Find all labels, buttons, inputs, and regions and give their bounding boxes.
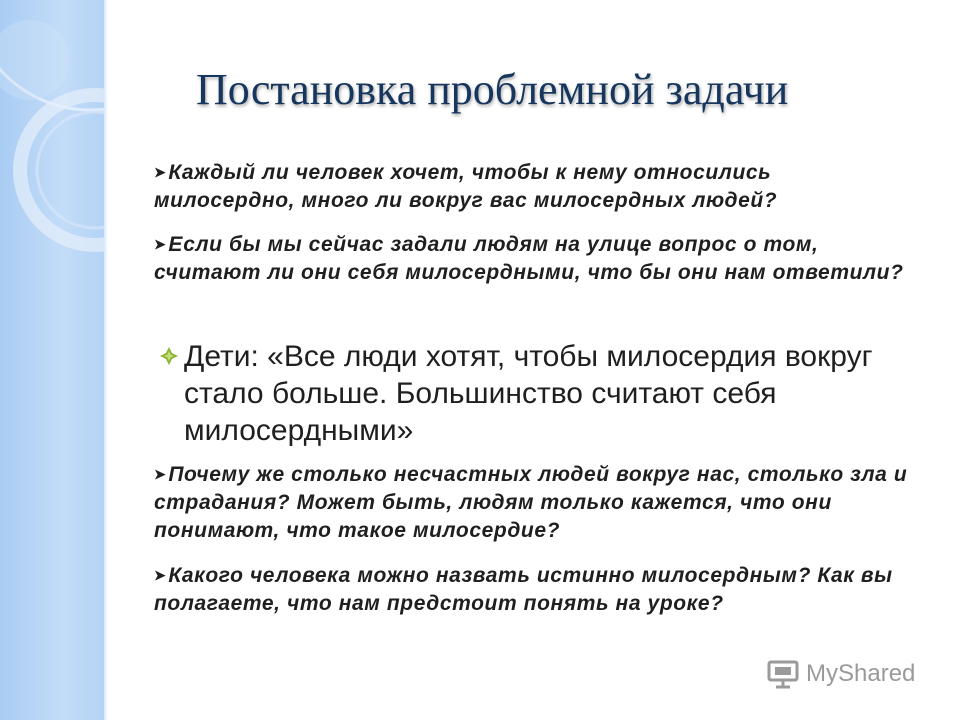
sidebar-edge: [104, 0, 108, 720]
question-1-text: Каждый ли человек хочет, чтобы к нему относились милосердно, много ли вокруг вас милосердных людей?: [154, 161, 778, 212]
presentation-icon: [766, 659, 800, 689]
question-3: [154, 460, 914, 545]
arrow-bullet-icon: ➤: [154, 236, 167, 252]
question-2-text: Если бы мы сейчас задали людям на улице вопрос о том, считают ли они себя милосердными, что бы они нам ответили?: [154, 233, 904, 284]
decorative-circles: [0, 0, 104, 720]
question-2: [154, 230, 914, 287]
question-4: [154, 561, 914, 618]
question-4-text: Какого человека можно назвать истинно милосердным? Как вы полагаете, что нам предстоит понять на уроке?: [154, 564, 893, 615]
question-1: [154, 158, 914, 215]
logo-text: MyShared: [806, 660, 916, 687]
children-quote: [160, 338, 900, 449]
question-3-text: Почему же столько несчастных людей вокруг нас, столько зла и страдания? Может быть, людям только кажется, что они понимают, что такое милосердие?: [154, 463, 908, 542]
arrow-bullet-icon: ➤: [154, 466, 167, 482]
decorative-sidebar: [0, 0, 104, 720]
diamond-bullet-icon: [160, 347, 178, 365]
arrow-bullet-icon: ➤: [154, 164, 167, 180]
arrow-bullet-icon: ➤: [154, 567, 167, 583]
quote-text: Дети: «Все люди хотят, чтобы милосердия вокруг стало больше. Большинство считают себя милосердными»: [184, 340, 873, 447]
slide-title: Постановка проблемной задачи: [196, 65, 789, 114]
myshared-logo: [766, 657, 915, 691]
